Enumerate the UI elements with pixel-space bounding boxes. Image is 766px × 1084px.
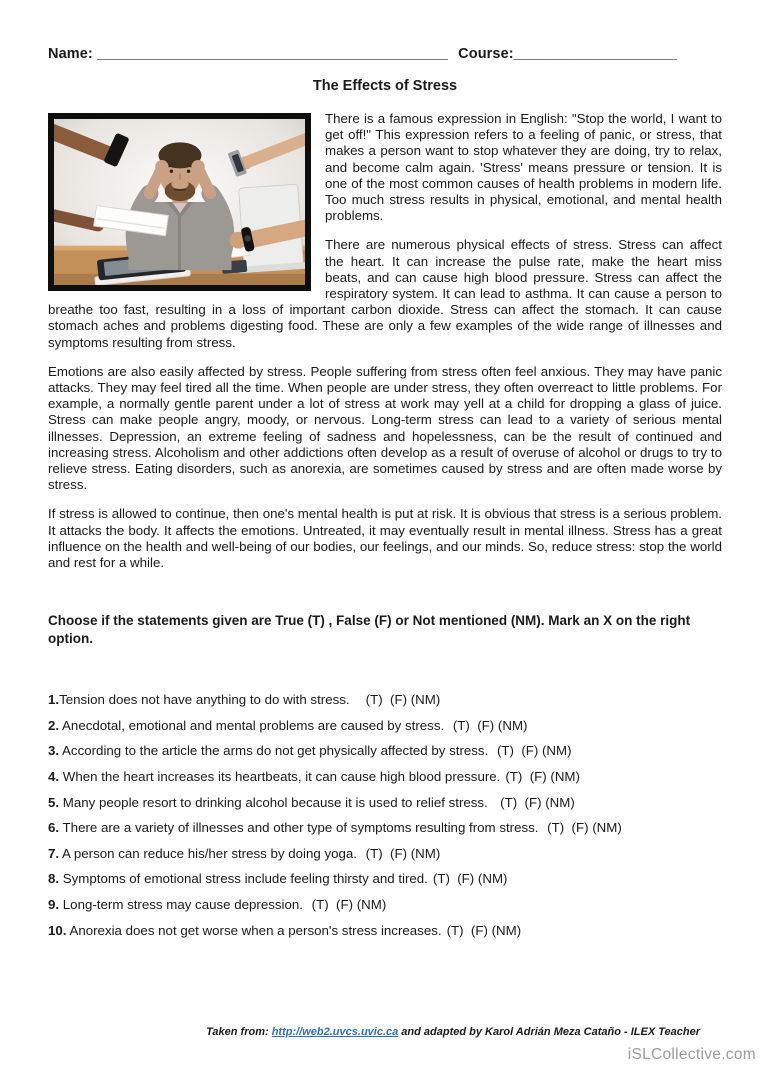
source-credit: [0, 1026, 700, 1038]
statement-9-number: 9.: [48, 897, 60, 913]
statement-6-text: There are a variety of illnesses and other type of symptoms resulting from stress.: [59, 820, 539, 836]
statement-1-number: 1.: [48, 692, 60, 708]
taken-from-label: Taken from:: [206, 1026, 272, 1038]
statement-5-options: (T) (F) (NM): [492, 794, 575, 810]
statement-2: [48, 717, 722, 734]
statement-3-number: 3.: [48, 743, 60, 759]
statement-9: [48, 896, 722, 913]
statement-6-options: (T) (F) (NM): [543, 820, 622, 836]
paragraph-3: Emotions are also easily affected by stress. People suffering from stress often feel anxious. They may have panic attacks. They may feel tired all the time. When people are under stress, they often overreact to little problems. For example, a normally gentle parent under a lot of stress at work may yell at a child for dropping a glass of juice. Stress can make people angry, moody, or nervous. Long-term stress can lead to a variety of serious mental illnesses. Depression, an extreme feeling of sadness and hopelessness, can be the result of continued and increasing stress. Alcoholism and other addictions often develop as a result of overuse of alcohol or drugs to try to relieve stress. Eating disorders, such as anorexia, are sometimes caused by stress and are often made worse by stress.: [48, 363, 722, 493]
reading-passage: [48, 111, 722, 571]
statement-2-options: (T) (F) (NM): [449, 717, 528, 733]
task-instructions: Choose if the statements given are True (T) , False (F) or Not mentioned (NM). Mark an X on the right option.: [48, 613, 691, 646]
statement-1-text: Tension does not have anything to do with stress.: [59, 692, 350, 708]
statement-7: [48, 845, 722, 862]
statement-3-options: (T) (F) (NM): [493, 743, 572, 759]
statement-10-text: Anorexia does not get worse when a person's stress increases.: [66, 922, 442, 938]
statement-3-text: According to the article the arms do not get physically affected by stress.: [59, 743, 489, 759]
statement-5: [48, 794, 722, 811]
name-blank-line: ___________________________________________: [92, 46, 449, 62]
course-label: Course:: [458, 46, 514, 62]
statement-list: [48, 691, 722, 938]
paragraph-4: If stress is allowed to continue, then one's mental health is put at risk. It is obvious that stress is a serious problem. It attacks the body. It affects the emotions. Untreated, it may eventually result in mental illness. Stress has a great influence on the health and well-being of our bodies, our feelings, and our minds. So, reduce stress: stop the world and rest for a while.: [48, 506, 722, 571]
statement-4: [48, 768, 722, 785]
statement-4-number: 4.: [48, 769, 60, 785]
statement-9-text: Long-term stress may cause depression.: [59, 897, 303, 913]
statement-1-options: (T) (F) (NM): [354, 692, 441, 708]
statement-8-text: Symptoms of emotional stress include feeling thirsty and tired.: [59, 871, 428, 887]
statement-4-options: (T) (F) (NM): [505, 769, 580, 785]
statement-2-number: 2.: [48, 717, 60, 733]
statement-8: [48, 870, 722, 887]
stressed-man-photo: [48, 113, 311, 291]
name-course-row: [48, 46, 722, 62]
statement-10: [48, 922, 722, 939]
statement-9-options: (T) (F) (NM): [307, 897, 387, 913]
statement-3: [48, 742, 722, 759]
statement-5-number: 5.: [48, 794, 60, 810]
statement-6: [48, 819, 722, 836]
name-label: Name:: [48, 46, 93, 62]
statement-5-text: Many people resort to drinking alcohol because it is used to relief stress.: [59, 794, 488, 810]
statement-10-options: (T) (F) (NM): [446, 922, 522, 938]
islcollective-watermark: iSLCollective.com: [627, 1046, 756, 1063]
statement-7-number: 7.: [48, 845, 60, 861]
source-link[interactable]: http://web2.uvcs.uvic.ca: [271, 1026, 399, 1038]
statement-8-number: 8.: [48, 871, 60, 887]
statement-8-options: (T) (F) (NM): [432, 871, 508, 887]
stressed-man-photo-illustration: [54, 119, 305, 285]
statement-1: [48, 691, 722, 708]
statement-4-text: When the heart increases its heartbeats, it can cause high blood pressure.: [59, 769, 501, 785]
statement-10-number: 10.: [48, 922, 67, 938]
course-blank-line: ____________________: [513, 46, 677, 62]
statement-7-options: (T) (F) (NM): [361, 845, 441, 861]
statement-2-text: Anecdotal, emotional and mental problems are caused by stress.: [59, 717, 445, 733]
paragraph-1: There is a famous expression in English: "Stop the world, I want to get off!" This expression refers to a feeling of panic, or stress, that makes a person want to stop whatever they are doing, try to relax, and become calm again. 'Stress' means pressure or tension. It is one of the most common causes of health problems in modern life. Too much stress results in physical, emotional, and mental health problems.: [325, 111, 722, 224]
paragraph-2: There are numerous physical effects of stress. Stress can affect the heart. It can increase the pulse rate, make the heart miss beats, and can cause high blood pressure. Stress can affect the respiratory system. It can lead to asthma. It can cause a person to breathe too fast, resulting in a loss of important carbon dioxide. Stress can affect the stomach. It can cause stomach aches and problems digesting food. These are only a few examples of the wide range of illnesses and symptoms resulting from stress.: [48, 237, 722, 350]
credit-text: and adapted by Karol Adrián Meza Cataño - ILEX Teacher: [398, 1026, 700, 1038]
statement-7-text: A person can reduce his/her stress by doing yoga.: [59, 845, 357, 861]
page-title: The Effects of Stress: [312, 78, 458, 94]
statement-6-number: 6.: [48, 820, 60, 836]
